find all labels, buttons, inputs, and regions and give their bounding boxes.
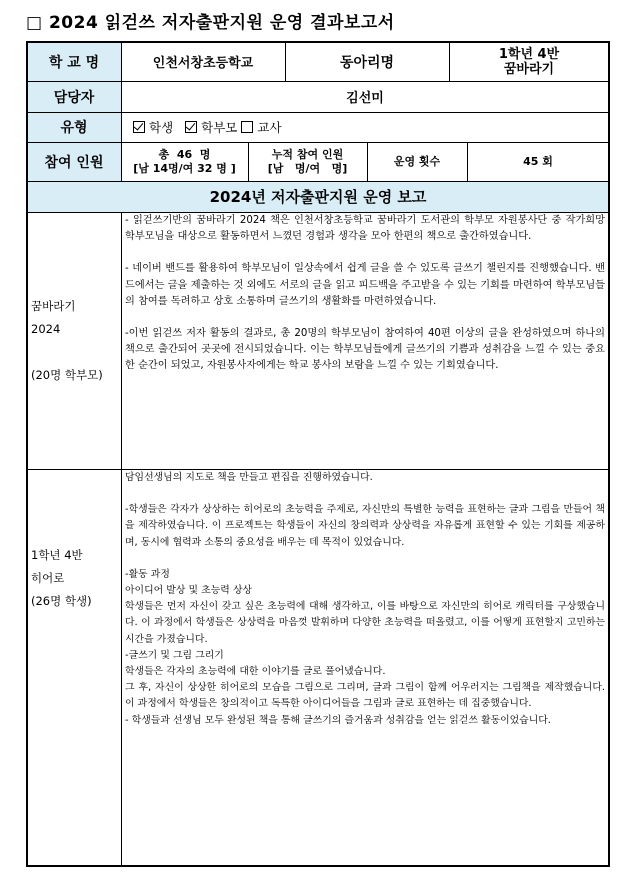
- group-1-label-line: 2024: [31, 321, 61, 336]
- participants-label: 참여 인원: [44, 154, 104, 171]
- group-2-paragraph: -활동 과정 아이디어 발상 및 초능력 상상 학생들은 먼저 자신이 갖고 싶은 초능력에 대해 생각하고, 이를 바탕으로 자신만의 히어로 캐릭터를 구상했습니다. 이 과정에서 학생들은 상상력을 마음껏 발휘하며 다양한 초능력을 떠올렸고, 이를 어떻게 표현할지 고민하는 시간을 가졌습니다. -글쓰기 및 그림 그리기 학생들은 각자의 초능력에 대한 이야기를 글로 풀어냈습니다. 그 후, 자신이 상상한 히어로의 모습을 그림으로 그리며, 글과 그림이 함께 어우러지는 그림책을 제작했습니다. 이 과정에서 학생들은 창의적이고 독특한 아이디어들을 그림과 글로 표현하는 데 집중했습니다. - 학생들과 선생님 모두 완성된 책을 통해 글쓰기의 즐거움과 성취감을 얻는 읽걷쓰 활동이었습니다.: [125, 568, 605, 726]
- type-option-teacher[interactable]: [241, 118, 281, 136]
- type-label-cell: [27, 112, 121, 142]
- report-section-title-cell: [27, 181, 609, 212]
- participants-value-cell: [121, 142, 248, 181]
- group-2-paragraph: 담임선생님의 지도로 책을 만들고 편집을 진행하였습니다.: [125, 472, 373, 483]
- group-1-paragraph: -이번 읽걷쓰 저자 활동의 결과로, 총 20명의 학부모님이 참여하여 40편 이상의 글을 완성하였으며 하나의 책으로 출간되어 곳곳에 전시되었습니다. 이는 학부모님들에게 글쓰기의 기쁨과 성취감을 느낄 수 있는 중요한 순간이 되었고, 자원봉사자에게는 학교 봉사의 보람을 느낄 수 있는 기회였습니다.: [125, 328, 605, 372]
- participants-total: 총 46 명: [158, 147, 211, 161]
- sessions-label: 운영 횟수: [393, 154, 441, 168]
- group-1-paragraph: - 네이버 밴드를 활용하여 학부모님이 일상속에서 쉽게 글을 쓸 수 있도록 글쓰기 챌린지를 진행했습니다. 밴드에서는 글을 제출하는 것 외에도 서로의 글을 읽고 피드백을 주고받을 수 있는 기회를 마련하여 학부모님들의 참여를 독려하고 상호 소통하며 글쓰기의 생활화를 마련하였습니다.: [125, 263, 605, 307]
- group-2-content-cell: [121, 469, 609, 866]
- club-value-line2: 꿈바라기: [503, 61, 555, 77]
- group-1-label-line: [31, 341, 121, 364]
- type-options-cell: [121, 112, 609, 142]
- school-value-cell: [121, 42, 285, 81]
- manager-value: 김선미: [346, 91, 384, 106]
- manager-label-cell: [27, 81, 121, 112]
- group-2-label-line: 히어로: [31, 571, 65, 585]
- checkbox-checked-icon[interactable]: [185, 121, 197, 133]
- group-2-paragraph: -학생들은 각자가 상상하는 히어로의 초능력을 주제로, 자신만의 특별한 능력을 표현하는 글과 그림을 만들어 책을 제작하였습니다. 이 프로젝트는 학생들이 자신의 창의력과 상상력을 자유롭게 표현할 수 있는 기회를 제공하며, 동시에 협력과 소통의 중요성을 배우는 데 목적이 있었습니다.: [125, 504, 605, 548]
- participants-breakdown: [남 14명/여 32 명 ]: [133, 161, 236, 175]
- group-2-label-line: (26명 학생): [31, 594, 92, 608]
- school-value: 인천서창초등학교: [152, 56, 254, 71]
- type-option-label: 학부모: [201, 120, 238, 135]
- club-label-cell: [285, 42, 449, 81]
- group-1-content-cell: [121, 212, 609, 469]
- school-label: 학 교 명: [48, 54, 100, 71]
- document-title: □ 2024 읽걷쓰 저자출판지원 운영 결과보고서: [26, 13, 395, 33]
- club-value-line1: 1학년 4반: [498, 46, 560, 62]
- cumulative-label: 누적 참여 인원: [271, 147, 344, 161]
- type-option-label: 교사: [257, 120, 282, 135]
- sessions-label-cell: [367, 142, 467, 181]
- manager-value-cell: [121, 81, 609, 112]
- manager-label: 담당자: [53, 89, 95, 106]
- cumulative-value: [남 명/여 명]: [267, 161, 348, 175]
- cumulative-cell: [248, 142, 367, 181]
- type-label: 유형: [60, 120, 88, 136]
- type-option-student[interactable]: [133, 118, 173, 136]
- checkbox-checked-icon[interactable]: [133, 121, 145, 133]
- school-label-cell: [27, 42, 121, 81]
- group-2-label-line: 1학년 4반: [31, 548, 83, 562]
- sessions-value-cell: [467, 142, 609, 181]
- report-section-title: 2024년 저자출판지원 운영 보고: [209, 188, 427, 206]
- checkbox-empty-icon[interactable]: [241, 121, 253, 133]
- sessions-value: 45 회: [523, 154, 553, 168]
- club-label: 동아리명: [339, 54, 395, 71]
- type-option-parent[interactable]: [185, 118, 237, 136]
- group-1-label-line: 꿈바라기: [31, 298, 76, 313]
- club-value-cell: [449, 42, 609, 81]
- group-1-paragraph: - 읽걷쓰기반의 꿈바라기 2024 책은 인천서창초등학교 꿈바라기 도서관의 학부모 자원봉사단 중 작가희망 학부모님을 대상으로 활동하면서 느꼈던 경험과 생각을 모아 한편의 책으로 출간하였습니다.: [125, 215, 605, 243]
- participants-label-cell: [27, 142, 121, 181]
- group-1-label-cell: [27, 212, 121, 469]
- group-2-label-cell: [27, 469, 121, 866]
- type-option-label: 학생: [149, 120, 174, 135]
- group-1-label-line: (20명 학부모): [31, 367, 103, 382]
